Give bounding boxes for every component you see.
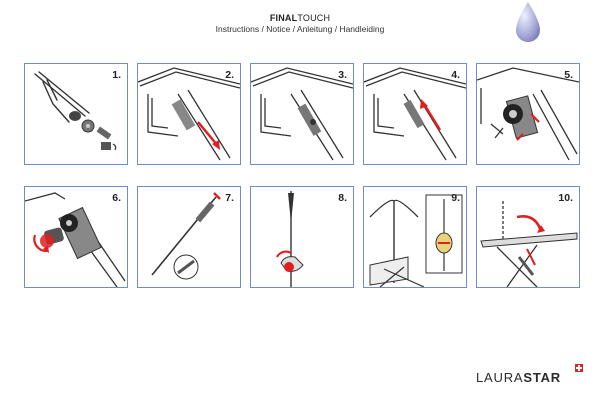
instruction-steps-grid bbox=[24, 63, 584, 293]
step-number: 4. bbox=[451, 69, 460, 81]
water-drop-icon bbox=[513, 0, 543, 44]
swiss-cross-icon bbox=[575, 364, 583, 372]
instructions-subtitle: Instructions / Notice / Anleitung / Handleiding bbox=[215, 24, 385, 34]
step-number: 9. bbox=[451, 192, 460, 204]
step-panel-6 bbox=[24, 186, 128, 288]
step-number: 1. bbox=[112, 69, 121, 81]
product-title: FINALTOUCH bbox=[269, 13, 331, 23]
step-panel-3 bbox=[250, 63, 354, 165]
step-panel-7 bbox=[137, 186, 241, 288]
step-panel-8 bbox=[250, 186, 354, 288]
step-number: 8. bbox=[338, 192, 347, 204]
step-number: 6. bbox=[112, 192, 121, 204]
step-panel-9 bbox=[363, 186, 467, 288]
step-panel-10 bbox=[476, 186, 580, 288]
step-number: 2. bbox=[225, 69, 234, 81]
brand-name: LAURASTAR bbox=[476, 370, 561, 385]
step-number: 3. bbox=[338, 69, 347, 81]
step-number: 10. bbox=[558, 192, 573, 204]
step-panel-1 bbox=[24, 63, 128, 165]
step-panel-5 bbox=[476, 63, 580, 165]
step-panel-4 bbox=[363, 63, 467, 165]
step-panel-2 bbox=[137, 63, 241, 165]
step-number: 7. bbox=[225, 192, 234, 204]
step-number: 5. bbox=[564, 69, 573, 81]
document-header bbox=[0, 13, 600, 35]
